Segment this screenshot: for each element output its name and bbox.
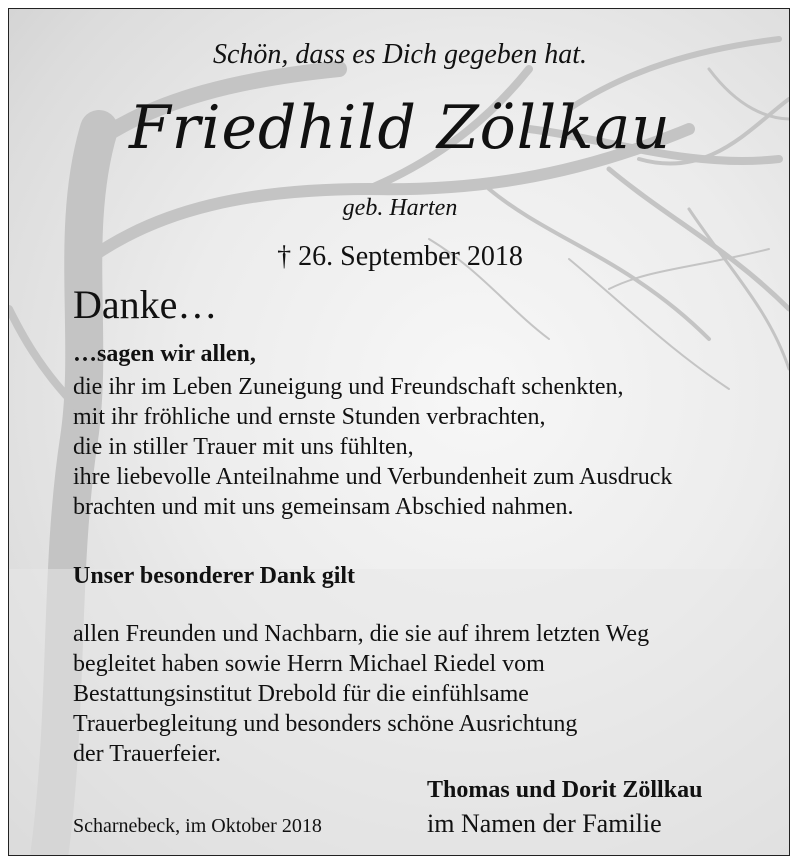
paragraph-line: die ihr im Leben Zuneigung und Freundschaft schenkten, [73, 374, 624, 400]
on-behalf-line: im Namen der Familie [427, 809, 662, 838]
special-thanks-paragraph [73, 619, 649, 769]
paragraph-line: Bestattungsinstitut Drebold für die einfühlsame [73, 681, 529, 707]
place-date: Scharnebeck, im Oktober 2018 [73, 815, 322, 837]
paragraph-line: der Trauerfeier. [73, 741, 221, 767]
paragraph-line: Trauerbegleitung und besonders schöne Ausrichtung [73, 711, 578, 737]
paragraph-line: brachten und mit uns gemeinsam Abschied nahmen. [73, 494, 574, 520]
paragraph-line: begleitet haben sowie Herrn Michael Riedel vom [73, 651, 545, 677]
obituary-card [8, 8, 790, 856]
thanks-subtitle: …sagen wir allen, [73, 341, 256, 367]
death-date: † 26. September 2018 [277, 241, 523, 272]
thanks-paragraph [73, 372, 672, 522]
maiden-name: geb. Harten [342, 195, 458, 221]
paragraph-line: allen Freunden und Nachbarn, die sie auf ihrem letzten Weg [73, 621, 650, 647]
paragraph-line: die in stiller Trauer mit uns fühlten, [73, 434, 414, 460]
deceased-name: Friedhild Zöllkau [129, 93, 671, 163]
paragraph-line: ihre liebevolle Anteilnahme und Verbundenheit zum Ausdruck [73, 464, 673, 490]
thanks-title: Danke… [73, 282, 218, 327]
paragraph-line: mit ihr fröhliche und ernste Stunden verbrachten, [73, 404, 546, 430]
special-thanks-heading: Unser besonderer Dank gilt [73, 563, 356, 589]
motto: Schön, dass es Dich gegeben hat. [212, 39, 588, 70]
signers: Thomas und Dorit Zöllkau [427, 777, 703, 803]
